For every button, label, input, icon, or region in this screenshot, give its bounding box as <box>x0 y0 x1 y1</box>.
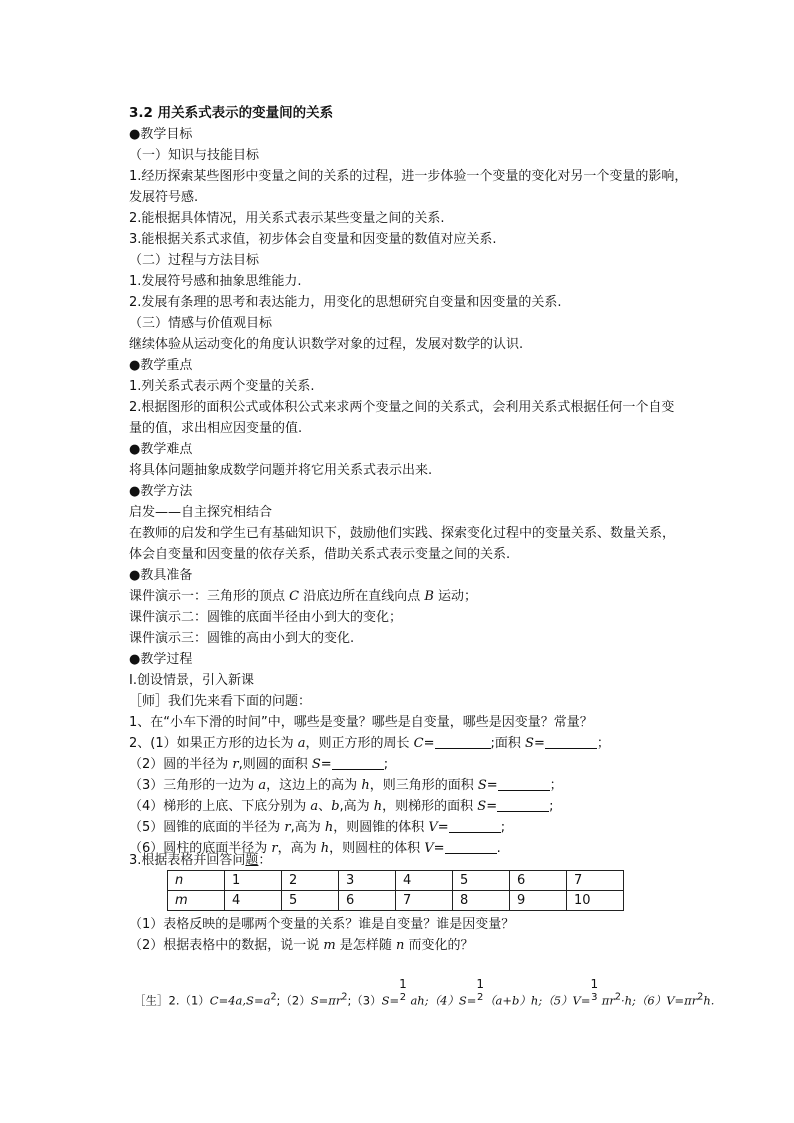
key-points-heading: ●教学重点 <box>129 358 193 373</box>
question-2-part-5: （5）圆锥的底面的半径为 r,高为 h，则圆锥的体积 V= ; <box>129 820 506 835</box>
question-2-part-2: （2）圆的半径为 r,则圆的面积 S= ; <box>129 757 389 772</box>
knowledge-item: 1.经历探索某些图形中变量之间的关系的过程，进一步体验一个变量的变化对另一个变量的影响， <box>129 169 688 184</box>
table-cell: 2 <box>282 871 339 891</box>
table-row <box>168 871 624 891</box>
difficulty-item: 将具体问题抽象成数学问题并将它用关系式表示出来. <box>129 463 433 478</box>
question-3: 3.根据表格并回答问题： <box>129 853 272 868</box>
table-cell: 10 <box>567 891 624 911</box>
answer-blank <box>498 777 550 791</box>
table-cell: 9 <box>510 891 567 911</box>
answer-blank <box>332 756 384 770</box>
answer-blank <box>449 819 501 833</box>
answer-blank <box>545 735 597 749</box>
emotion-item: 继续体验从运动变化的角度认识数学对象的过程，发展对数学的认识. <box>129 337 524 352</box>
method-item: 在教师的启发和学生已有基础知识下，鼓励他们实践、探索变化过程中的变量关系、数量关系， <box>129 526 676 541</box>
teacher-line: ［师］我们先来看下面的问题： <box>129 694 312 709</box>
question-2-part-1: 2、(1）如果正方形的边长为 a，则正方形的周长 C= ;面积 S= ； <box>129 736 610 751</box>
knowledge-item: 3.能根据关系式求值，初步体会自变量和因变量的数值对应关系. <box>129 232 497 247</box>
table-cell: 6 <box>339 891 396 911</box>
tools-demo-1: 课件演示一：三角形的顶点 C 沿底边所在直线向点 B 运动； <box>129 589 478 604</box>
process-heading: ●教学过程 <box>129 652 193 667</box>
process-goal-heading: （二）过程与方法目标 <box>129 253 260 268</box>
fraction-one-half: 1 2 <box>399 977 407 1003</box>
table-row <box>168 891 624 911</box>
process-goal-item: 2.发展有条理的思考和表达能力，用变化的思想研究自变量和因变量的关系. <box>129 295 562 310</box>
emotion-heading: （三）情感与价值观目标 <box>129 316 273 331</box>
table-cell: 7 <box>567 871 624 891</box>
goal-heading: ●教学目标 <box>129 127 193 142</box>
answer-blank <box>435 735 491 749</box>
tools-demo-3: 课件演示三：圆锥的高由小到大的变化. <box>129 631 355 646</box>
fraction-one-half: 1 2 <box>476 977 485 1003</box>
method-heading: ●教学方法 <box>129 484 193 499</box>
knowledge-item: 发展符号感. <box>129 190 199 205</box>
table-cell: m <box>168 891 225 911</box>
key-point-item: 2.根据图形的面积公式或体积公式来求两个变量之间的关系式，会利用关系式根据任何一个自变 <box>129 400 675 415</box>
table-cell: 4 <box>225 891 282 911</box>
knowledge-heading: （一）知识与技能目标 <box>129 148 260 163</box>
question-3-sub-2: （2）根据表格中的数据，说一说 m 是怎样随 n 而变化的？ <box>129 938 474 953</box>
question-2-part-6: （6）圆柱的底面半径为 r，高为 h，则圆柱的体积 V= . <box>129 841 501 856</box>
tools-heading: ●教具准备 <box>129 568 193 583</box>
fraction-one-third: 1 3 <box>590 977 599 1003</box>
table-cell: n <box>168 871 225 891</box>
table-cell: 3 <box>339 871 396 891</box>
page-title: 3.2 用关系式表示的变量间的关系 <box>129 105 334 121</box>
table-cell: 4 <box>396 871 453 891</box>
table-cell: 5 <box>282 891 339 911</box>
process-step-1: Ⅰ.创设情景，引入新课 <box>129 673 254 688</box>
data-table <box>167 870 624 911</box>
key-point-item: 1.列关系式表示两个变量的关系. <box>129 379 315 394</box>
knowledge-item: 2.能根据具体情况，用关系式表示某些变量之间的关系. <box>129 211 445 226</box>
difficulties-heading: ●教学难点 <box>129 442 193 457</box>
tools-demo-2: 课件演示二：圆锥的底面半径由小到大的变化； <box>129 610 403 625</box>
question-2-part-4: （4）梯形的上底、下底分别为 a、b,高为 h，则梯形的面积 S= ; <box>129 799 554 814</box>
table-cell: 8 <box>453 891 510 911</box>
table-cell: 7 <box>396 891 453 911</box>
question-3-sub-1: （1）表格反映的是哪两个变量的关系？谁是自变量？谁是因变量？ <box>129 917 515 932</box>
question-1: 1、在“小车下滑的时间”中，哪些是变量？哪些是自变量，哪些是因变量？常量？ <box>129 715 593 730</box>
student-answer-line: ［生$]2.(1)C=4a,S=a^2;(2)S=\pi r^2;(3)S=$ 1 2 ah;（4）S= 1 2 （a+b）h;（5）V= 1 3 $\pi r^2\cdot h;(6)V=\pi r^2h$. <box>134 977 715 1008</box>
method-item: 体会自变量和因变量的依存关系，借助关系式表示变量之间的关系. <box>129 547 511 562</box>
key-point-item: 量的值，求出相应因变量的值. <box>129 421 303 436</box>
table-cell: 5 <box>453 871 510 891</box>
process-goal-item: 1.发展符号感和抽象思维能力. <box>129 274 302 289</box>
answer-blank <box>497 798 549 812</box>
method-item: 启发——自主探究相结合 <box>129 505 273 520</box>
table-cell: 1 <box>225 871 282 891</box>
table-cell: 6 <box>510 871 567 891</box>
question-2-part-3: （3）三角形的一边为 a，这边上的高为 h，则三角形的面积 S= ； <box>129 778 563 793</box>
